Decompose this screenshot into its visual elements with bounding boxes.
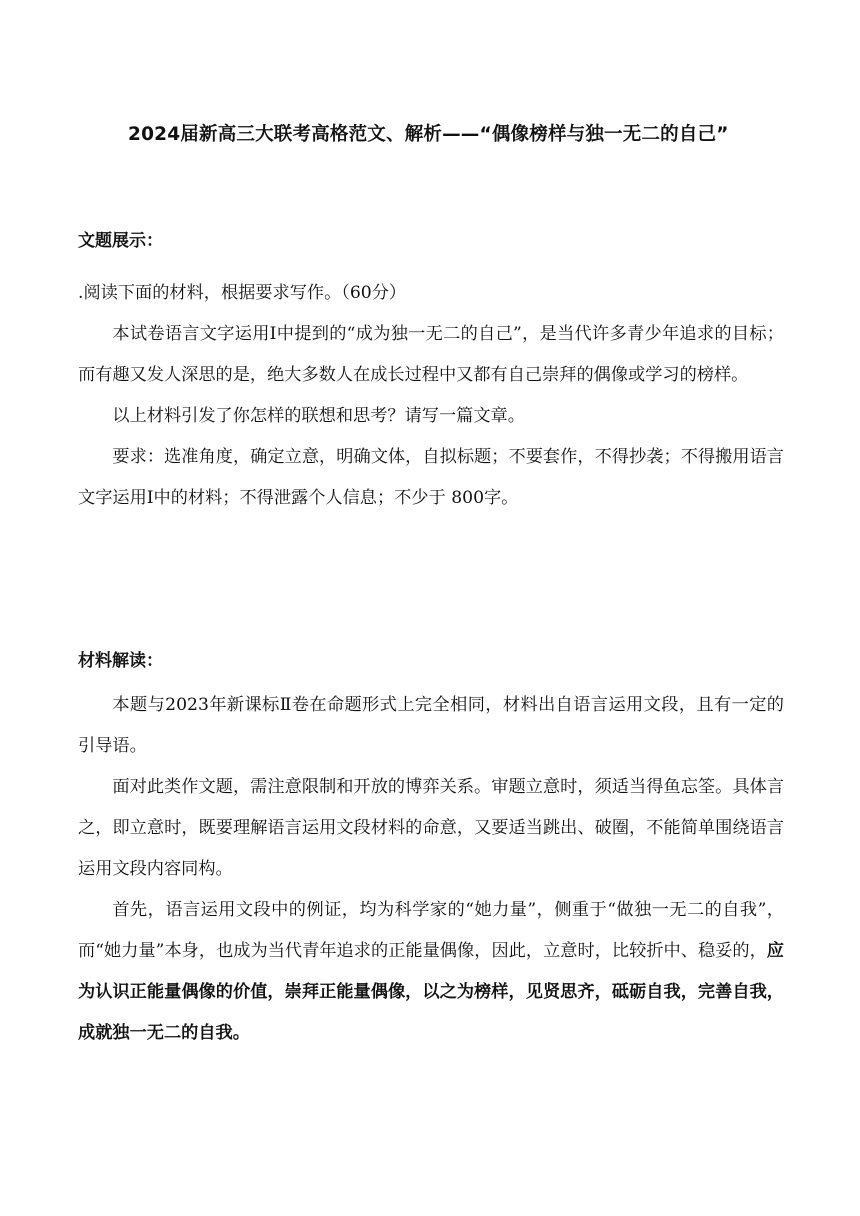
prompt-requirements: 要求：选准角度，确定立意，明确文体，自拟标题；不要套作，不得抄袭；不得搬用语言文字运用Ⅰ中的材料；不得泄露个人信息；不少于 800字。 [78,447,784,508]
prompt-paragraph: 本试卷语言文字运用Ⅰ中提到的“成为独一无二的自己”，是当代许多青少年追求的目标；而有趣又发人深思的是，绝大多数人在成长过程中又都有自己崇拜的偶像或学习的榜样。 [78,324,784,385]
prompt-paragraph: 以上材料引发了你怎样的联想和思考？请写一篇文章。 [112,406,525,426]
analysis-key-point: 应为认识正能量偶像的价值，崇拜正能量偶像，以之为榜样，见贤思齐，砥砺自我，完善自我，成就独一无二的自我。 [78,941,784,1043]
analysis-paragraph: 本题与2023年新课标Ⅱ卷在命题形式上完全相同，材料出自语言运用文段，且有一定的引导语。 [78,695,784,756]
section-heading-prompt: 文题展示： [78,231,163,251]
analysis-paragraph: 面对此类作文题，需注意限制和开放的博弈关系。审题立意时，须适当得鱼忘筌。具体言之，即立意时，既要理解语言运用文段材料的命意，又要适当跳出、破圈，不能简单围绕语言运用文段内容同构。 [78,777,784,879]
prompt-section [78,273,784,519]
document-title: 2024届新高三大联考高格范文、解析——“偶像榜样与独一无二的自己” [128,124,729,145]
analysis-text: 首先，语言运用文段中的例证，均为科学家的“她力量”，侧重于“做独一无二的自我”，而“她力量”本身，也成为当代青年追求的正能量偶像，因此，立意时，比较折中、稳妥的， [78,900,784,961]
analysis-section [78,685,784,1054]
analysis-paragraph [78,890,784,1054]
section-heading-analysis: 材料解读： [78,651,163,671]
prompt-instruction: .阅读下面的材料，根据要求写作。（60分） [78,283,407,303]
